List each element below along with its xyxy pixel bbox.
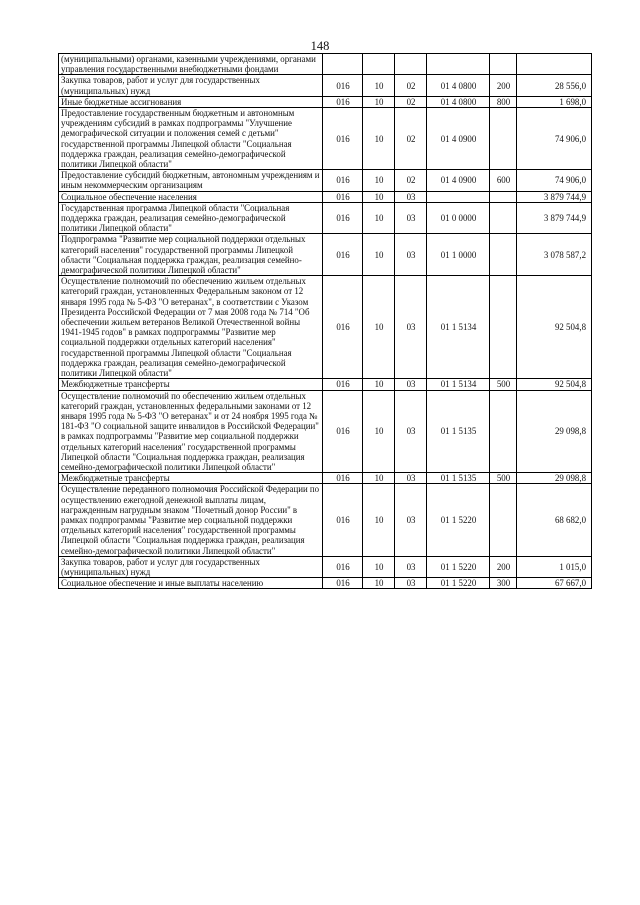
row-section-cell: 10 (363, 202, 395, 234)
table-row (59, 75, 592, 96)
table-row (59, 578, 592, 589)
row-expense-type-cell: 200 (490, 75, 517, 96)
row-amount-cell: 29 098,8 (517, 390, 592, 473)
row-ministry-cell: 016 (323, 75, 363, 96)
row-target-article-cell (427, 191, 490, 202)
row-amount-cell: 3 879 744,9 (517, 191, 592, 202)
row-subsection-cell: 03 (395, 556, 427, 577)
table-row (59, 54, 592, 75)
page-number: 148 (310, 39, 330, 53)
row-subsection-cell (395, 54, 427, 75)
row-subsection-cell: 03 (395, 379, 427, 390)
row-expense-type-cell: 500 (490, 473, 517, 484)
row-subsection-cell: 03 (395, 234, 427, 276)
row-section-cell: 10 (363, 379, 395, 390)
row-expense-type-cell (490, 202, 517, 234)
row-target-article-cell: 01 4 0900 (427, 170, 490, 191)
row-ministry-cell (323, 54, 363, 75)
row-expense-type-cell (490, 390, 517, 473)
row-ministry-cell: 016 (323, 276, 363, 379)
row-subsection-cell: 03 (395, 473, 427, 484)
row-target-article-cell: 01 1 5220 (427, 556, 490, 577)
row-ministry-cell: 016 (323, 484, 363, 556)
budget-table-body (59, 54, 592, 589)
row-section-cell: 10 (363, 170, 395, 191)
row-target-article-cell: 01 1 5134 (427, 276, 490, 379)
row-section-cell: 10 (363, 191, 395, 202)
row-section-cell: 10 (363, 108, 395, 170)
row-name-cell: Межбюджетные трансферты (59, 473, 323, 484)
row-amount-cell: 1 015,0 (517, 556, 592, 577)
row-amount-cell: 68 682,0 (517, 484, 592, 556)
row-subsection-cell: 03 (395, 390, 427, 473)
row-amount-cell: 29 098,8 (517, 473, 592, 484)
row-subsection-cell: 03 (395, 578, 427, 589)
row-ministry-cell: 016 (323, 390, 363, 473)
row-ministry-cell: 016 (323, 234, 363, 276)
row-name-cell: Межбюджетные трансферты (59, 379, 323, 390)
row-ministry-cell: 016 (323, 96, 363, 107)
row-amount-cell: 1 698,0 (517, 96, 592, 107)
table-row (59, 202, 592, 234)
row-expense-type-cell: 300 (490, 578, 517, 589)
row-section-cell: 10 (363, 75, 395, 96)
row-subsection-cell: 03 (395, 484, 427, 556)
row-ministry-cell: 016 (323, 578, 363, 589)
row-section-cell: 10 (363, 390, 395, 473)
row-section-cell: 10 (363, 96, 395, 107)
row-expense-type-cell (490, 484, 517, 556)
row-name-cell: Социальное обеспечение и иные выплаты населению (59, 578, 323, 589)
row-amount-cell (517, 54, 592, 75)
row-target-article-cell: 01 0 0000 (427, 202, 490, 234)
row-ministry-cell: 016 (323, 170, 363, 191)
row-name-cell: Осуществление полномочий по обеспечению жильем отдельных категорий граждан, установленных федеральными законами от 12 января 1995 года № 5-ФЗ "О ветеранах" и от 24 ноября 1995 года № 181-ФЗ "О социальной защите инвалидов в Российской Федерации" в рамках подпрограммы "Развитие мер социальной поддержки отдельных категорий населения" государственной программы Липецкой области "Социальная поддержка граждан, реализация семейно-демографической политики Липецкой области" (59, 390, 323, 473)
row-target-article-cell (427, 54, 490, 75)
row-expense-type-cell (490, 54, 517, 75)
row-amount-cell: 28 556,0 (517, 75, 592, 96)
row-amount-cell: 74 906,0 (517, 170, 592, 191)
table-row (59, 108, 592, 170)
row-section-cell: 10 (363, 484, 395, 556)
row-section-cell: 10 (363, 276, 395, 379)
row-name-cell: Иные бюджетные ассигнования (59, 96, 323, 107)
row-ministry-cell: 016 (323, 473, 363, 484)
row-amount-cell: 92 504,8 (517, 276, 592, 379)
row-ministry-cell: 016 (323, 108, 363, 170)
row-name-cell: Социальное обеспечение населения (59, 191, 323, 202)
row-expense-type-cell (490, 234, 517, 276)
table-row (59, 556, 592, 577)
table-row (59, 234, 592, 276)
row-name-cell: Закупка товаров, работ и услуг для государственных (муниципальных) нужд (59, 556, 323, 577)
row-amount-cell: 3 879 744,9 (517, 202, 592, 234)
row-target-article-cell: 01 4 0800 (427, 75, 490, 96)
row-subsection-cell: 03 (395, 202, 427, 234)
row-name-cell: Закупка товаров, работ и услуг для государственных (муниципальных) нужд (59, 75, 323, 96)
row-name-cell: (муниципальными) органами, казенными учреждениями, органами управления государственными внебюджетными фондами (59, 54, 323, 75)
row-name-cell: Подпрограмма "Развитие мер социальной поддержки отдельных категорий населения" государственной программы Липецкой области "Социальная поддержка граждан, реализация семейно-демографической политики Липецкой области" (59, 234, 323, 276)
table-row (59, 484, 592, 556)
row-subsection-cell: 02 (395, 75, 427, 96)
row-expense-type-cell (490, 108, 517, 170)
row-section-cell: 10 (363, 578, 395, 589)
row-section-cell (363, 54, 395, 75)
table-row (59, 379, 592, 390)
row-name-cell: Государственная программа Липецкой области "Социальная поддержка граждан, реализация семейно-демографической политики Липецкой области" (59, 202, 323, 234)
row-target-article-cell: 01 1 5135 (427, 390, 490, 473)
row-expense-type-cell (490, 191, 517, 202)
row-name-cell: Осуществление полномочий по обеспечению жильем отдельных категорий граждан, установленных Федеральным законом от 12 января 1995 года № 5-ФЗ "О ветеранах", в соответствии с Указом Президента Российской Федерации от 7 мая 2008 года № 714 "Об обеспечении жильем ветеранов Великой Отечественной войны 1941-1945 годов" в рамках подпрограммы "Развитие мер социальной поддержки отдельных категорий населения" государственной программы Липецкой области "Социальная поддержка граждан, реализация семейно-демографической политики Липецкой области" (59, 276, 323, 379)
row-amount-cell: 74 906,0 (517, 108, 592, 170)
row-section-cell: 10 (363, 234, 395, 276)
row-target-article-cell: 01 1 5135 (427, 473, 490, 484)
row-subsection-cell: 03 (395, 191, 427, 202)
row-amount-cell: 3 078 587,2 (517, 234, 592, 276)
row-amount-cell: 67 667,0 (517, 578, 592, 589)
table-row (59, 170, 592, 191)
row-target-article-cell: 01 4 0800 (427, 96, 490, 107)
row-subsection-cell: 02 (395, 170, 427, 191)
row-ministry-cell: 016 (323, 202, 363, 234)
table-row (59, 473, 592, 484)
table-row (59, 390, 592, 473)
row-expense-type-cell: 500 (490, 379, 517, 390)
budget-table (58, 53, 592, 589)
row-section-cell: 10 (363, 473, 395, 484)
row-subsection-cell: 02 (395, 108, 427, 170)
row-ministry-cell: 016 (323, 191, 363, 202)
row-name-cell: Предоставление субсидий бюджетным, автономным учреждениям и иным некоммерческим организациям (59, 170, 323, 191)
row-target-article-cell: 01 1 0000 (427, 234, 490, 276)
row-target-article-cell: 01 1 5220 (427, 484, 490, 556)
row-target-article-cell: 01 1 5220 (427, 578, 490, 589)
row-target-article-cell: 01 1 5134 (427, 379, 490, 390)
row-target-article-cell: 01 4 0900 (427, 108, 490, 170)
row-expense-type-cell: 200 (490, 556, 517, 577)
table-row (59, 191, 592, 202)
table-row (59, 276, 592, 379)
row-name-cell: Предоставление государственным бюджетным и автономным учреждениям субсидий в рамках подпрограммы "Улучшение демографической ситуации и положения семей с детьми" государственной программы Липецкой области "Социальная поддержка граждан, реализация семейно-демографической политики Липецкой области" (59, 108, 323, 170)
table-row (59, 96, 592, 107)
row-section-cell: 10 (363, 556, 395, 577)
row-ministry-cell: 016 (323, 379, 363, 390)
row-amount-cell: 92 504,8 (517, 379, 592, 390)
row-subsection-cell: 02 (395, 96, 427, 107)
row-expense-type-cell: 800 (490, 96, 517, 107)
row-ministry-cell: 016 (323, 556, 363, 577)
row-subsection-cell: 03 (395, 276, 427, 379)
row-expense-type-cell: 600 (490, 170, 517, 191)
row-name-cell: Осуществление переданного полномочия Российской Федерации по осуществлению ежегодной денежной выплаты лицам, награжденным нагрудным знаком "Почетный донор России" в рамках подпрограммы "Развитие мер социальной поддержки отдельных категорий населения" государственной программы Липецкой области "Социальная поддержка граждан, реализация семейно-демографической политики Липецкой области" (59, 484, 323, 556)
row-expense-type-cell (490, 276, 517, 379)
